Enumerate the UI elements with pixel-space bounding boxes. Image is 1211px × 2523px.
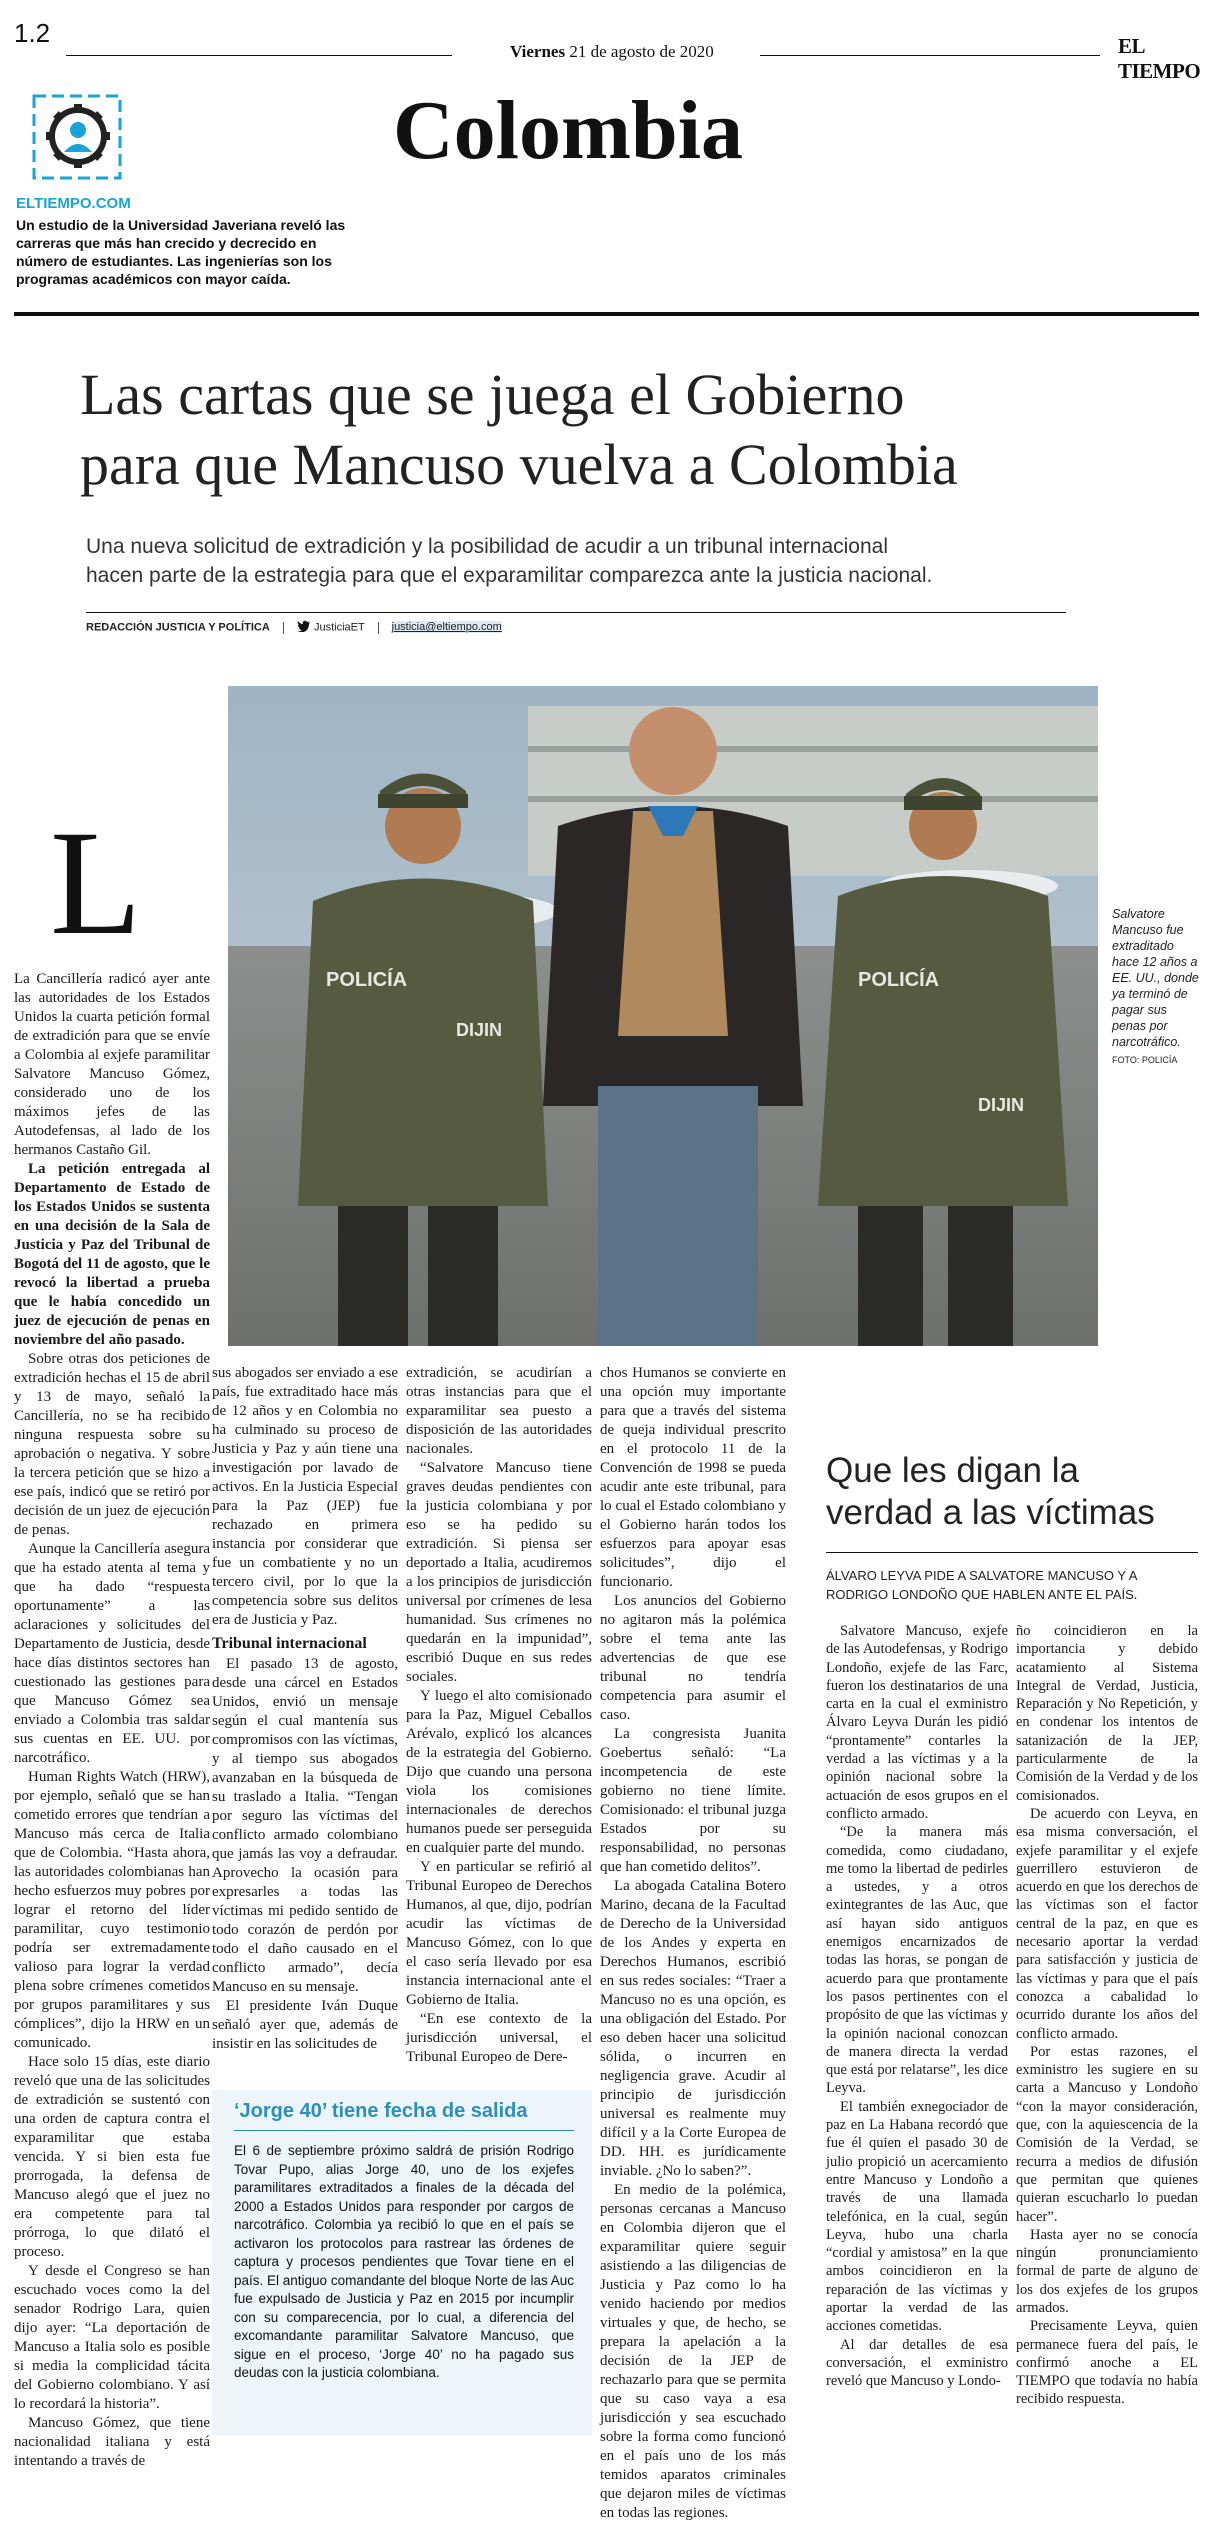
sidebar-kicker: ÁLVARO LEYVA PIDE A SALVATORE MANCUSO Y A RODRIGO LONDOÑO QUE HABLEN ANTE EL PAÍS.	[826, 1568, 1138, 1602]
paragraph: El pasado 13 de agosto, desde una cárcel en Estados Unidos, envió un mensaje según el cual mantenía sus compromisos con las víctimas, y al tiempo sus abogados avanzaban en la búsqueda de su traslado a Italia. “Tengan por seguro las víctimas del conflicto armado colombiano que jamás las voy a defraudar. Aprovecho la ocasión para expresarles a todas las víctimas mi pedido sentido de todo corazón de perdón por todo el daño causado en el conflicto armado”, decía Mancuso en su mensaje.	[212, 1656, 398, 1995]
byline: REDACCIÓN JUSTICIA Y POLÍTICA	[86, 621, 270, 634]
photo-label-4: DIJIN	[978, 1095, 1025, 1115]
twitter-icon	[297, 620, 311, 635]
byline-separator	[283, 622, 284, 634]
lead-photo	[228, 686, 1098, 1346]
headline	[80, 360, 958, 500]
paragraph: De acuerdo con Leyva, en esa misma conversación, el exjefe paramilitar y el exjefe guerrillero estuvieron de acuerdo en que los derechos de las víctimas son el factor central de la paz, en que es necesario aportar la verdad para satisfacción y justicia de las víctimas y para que el país conozca a cabalidad lo ocurrido durante los años del conflicto armado.	[1016, 1805, 1198, 2042]
byline-bar	[86, 620, 502, 635]
paragraph: Precisamente Leyva, quien permanece fuera del país, le confirmó anoche a EL TIEMPO que todavía no había recibido respuesta.	[1016, 2318, 1198, 2408]
paragraph: La petición entregada al Departamento de Estado de los Estados Unidos se sustenta en una decisión de la Sala de Justicia y Paz del Tribunal de Bogotá del 11 de agosto, que le revocó la libertad a prueba que le había concedido un juez de ejecución de penas en noviembre del año pasado.	[14, 1161, 210, 1348]
paragraph: La abogada Catalina Botero Marino, decana de la Facultad de Derecho de la Universidad de los Andes y experta en Derechos Humanos, escribió en sus redes sociales: “Traer a Mancuso no es una opción, es una obligación del Estado. Por eso deben hacer una solicitud sólida, o incurren en negligencia grave. Acudir al principio de jurisdicción universal es realmente muy difícil y a la Corte Europea de DD. HH. es jurídicamente inviable. ¿No lo saben?”.	[600, 1878, 786, 2179]
paragraph: Al dar detalles de esa conversación, el exministro reveló que Mancuso y Londo-	[826, 2336, 1008, 2390]
paragraph: Hace solo 15 días, este diario reveló que una de las solicitudes de extradición se sustentó con una orden de captura contra el exparamilitar que estaba vencida. Y si bien esta fue prorrogada, la defensa de Mancuso alegó que el juez no era competente para tal prórroga, lo que dilató el proceso.	[14, 2054, 210, 2260]
photo-label-2: DIJIN	[456, 1020, 503, 1040]
paragraph: Salvatore Mancuso, exjefe de las Autodefensas, y Rodrigo Londoño, exjefe de las Farc, fueron los destinatarios de una carta en la cual el exministro Álvaro Leyva Durán les pidió “prontamente” contarles la verdad a las víctimas y a la opinión nacional sobre la actuación de esos grupos en el conflicto armado.	[826, 1623, 1008, 1822]
paragraph: “En ese contexto de la jurisdicción universal, el Tribunal Europeo de Dere-	[406, 2011, 592, 2065]
sidebar-title-line-1: Que les digan la	[826, 1451, 1079, 1490]
sidebar-column-2	[1016, 1622, 1198, 2409]
sidebar-title	[826, 1450, 1155, 1534]
paragraph: Mancuso Gómez, que tiene nacionalidad italiana y está intentando a través de	[14, 2415, 210, 2469]
byline-separator-2	[378, 622, 379, 634]
byline-rule	[86, 612, 1066, 613]
paragraph: Y desde el Congreso se han escuchado voces como la del senador Rodrigo Lara, quien dijo ayer: “La deportación de Mancuso a Italia solo es posible si media la complicidad tácita del Gobierno colombiano. Y así lo recordará la historia”.	[14, 2263, 210, 2412]
paragraph: El también exnegociador de paz en La Habana recordó que fue él quien el pasado 30 de julio propició un acercamiento entre Mancuso y Londoño a través de una llamada telefónica, en la cual, según Leyva, hubo una charla “cordial y amistosa” en la que ambos coincidieron en la reparación de las víctimas y aportar la verdad de las acciones cometidas.	[826, 2098, 1008, 2335]
deck-line-1: Una nueva solicitud de extradición y la posibilidad de acudir a un tribunal internacional	[86, 535, 888, 558]
subhead-tribunal: Tribunal internacional	[212, 1635, 367, 1652]
masthead: EL TIEMPO	[1118, 34, 1201, 83]
paragraph: extradición, se acudirían a otras instancias para que el exparamilitar sea puesto a disposición de las autoridades nacionales.	[406, 1365, 592, 1457]
paragraph: Y en particular se refirió al Tribunal Europeo de Derechos Humanos, al que, dijo, podrían acudir las víctimas de Mancuso Gómez, con lo que el caso sería llevado por esa instancia internacional ante el Gobierno de Italia.	[406, 1859, 592, 2008]
sidebar-title-line-2: verdad a las víctimas	[826, 1493, 1155, 1532]
paragraph: Por estas razones, el exministro les sugiere en su carta a Mancuso y Londoño “con la mayor consideración, que, con la aquiescencia de la Comisión de la Verdad, se recurra a medios de difusión que permitan que quienes quieran escucharlo lo puedan hacer”.	[1016, 2043, 1198, 2225]
paragraph: “De la manera más comedida, como ciudadano, me tomo la libertad de pedirles a ustedes, y a otros exintegrantes de las Auc, que así hayan sido antiguos enemigos encarnizados de todas las horas, se pongan de acuerdo para que prontamente los pasos pertinentes con el propósito de que las víctimas y la opinión nacional conozcan de manera directa la verdad que está por relatarse”, les dice Leyva.	[826, 1824, 1008, 2097]
sidebar-column-1	[826, 1622, 1008, 2390]
header-rule-left	[66, 55, 452, 56]
promo-icon	[28, 92, 128, 184]
twitter-handle[interactable]: JusticiaET	[313, 621, 365, 634]
photo-caption	[1112, 906, 1202, 1068]
page-number: 1.2	[14, 18, 51, 48]
promo-text: Un estudio de la Universidad Javeriana reveló las carreras que más han crecido y decrecido en número de estudiantes. Las ingenierías son los programas académicos con mayor caída.	[16, 217, 346, 287]
article-column-3	[406, 1364, 592, 2067]
date-rest: 21 de agosto de 2020	[569, 42, 714, 61]
photo-label-1: POLICÍA	[326, 969, 408, 991]
date-day: Viernes	[510, 42, 566, 61]
paragraph: El presidente Iván Duque señaló ayer que, además de insistir en las solicitudes de	[212, 1998, 398, 2052]
paragraph: Los anuncios del Gobierno no agitaron más la polémica sobre el tema ante las advertencias de que ese tribunal no tendría competencia para asumir el caso.	[600, 1593, 786, 1723]
photo-label-3: POLICÍA	[858, 969, 940, 991]
paragraph: La congresista Juanita Goebertus señaló: “La incompetencia de este gobierno no tiene límite. Comisionado: el tribunal juzga Estados por su responsabilidad, no personas que han cometido delitos”.	[600, 1726, 786, 1875]
section-rule	[14, 312, 1199, 316]
paragraph: “Salvatore Mancuso tiene graves deudas pendientes con la justicia colombiana y por eso se ha pedido su extradición. Si piensa ser deportado a Italia, acudiremos a los principios de jurisdicción universal por crímenes de lesa humanidad. Sus crímenes no quedarán en la impunidad”, escribió Duque en sus redes sociales.	[406, 1460, 592, 1685]
jorge40-title: ‘Jorge 40’ tiene fecha de salida	[234, 2100, 528, 2122]
deck	[86, 532, 932, 590]
paragraph: La Cancillería radicó ayer ante las autoridades de los Estados Unidos la cuarta petición formal de extradición para que se envíe a Colombia al exjefe paramilitar Salvatore Mancuso Gómez, considerado uno de los máximos jefes de las Autodefensas, al lado de los hermanos Castaño Gil.	[14, 971, 210, 1158]
headline-line-1: Las cartas que se juega el Gobierno	[80, 362, 905, 427]
paragraph: Sobre otras dos peticiones de extradición hechas el 15 de abril y 13 de mayo, señaló la Cancillería, no se ha recibido ninguna respuesta sobre su aprobación o negativa. Y sobre la tercera petición que se hizo a ese país, indicó que se retiró por decisión de un juez de ejecución de penas.	[14, 1351, 210, 1538]
paragraph: sus abogados ser enviado a ese país, fue extraditado hace más de 12 años y en Colombia no ha culminado su proceso de Justicia y Paz y aún tiene una investigación por lavado de activos. En la Justicia Especial para la Paz (JEP) fue rechazado en primera instancia por considerar que fue un combatiente y no un tercero civil, por lo que la competencia sobre sus delitos era de Justicia y Paz.	[212, 1365, 398, 1628]
article-column-4	[600, 1364, 786, 2523]
caption-text: Salvatore Mancuso fue extraditado hace 12 años a EE. UU., donde ya terminó de pagar sus penas por narcotráfico.	[1112, 907, 1199, 1049]
jorge40-box	[212, 2090, 592, 2435]
promo-site-link[interactable]: ELTIEMPO.COM	[16, 195, 131, 212]
paragraph: En medio de la polémica, personas cercanas a Mancuso en Colombia dijeron que el exparamilitar quiere seguir asistiendo a las diligencias de Justicia y Paz como lo ha venido haciendo por medios virtuales y que, de hecho, se prepara la apelación a la decisión de la JEP de rechazarlo para que se permita que su caso vaya a esa jurisdicción y sea escuchado sobre la forma como funcionó en el país uno de los más temidos aparatos criminales que dejaron miles de víctimas en todas las regiones.	[600, 2182, 786, 2521]
paragraph: chos Humanos se convierte en una opción muy importante para que a través del sistema de queja individual prescrito en el protocolo 11 de la Convención de 1998 se pueda acudir ante este tribunal, para lo cual el Estado colombiano y el Gobierno harán todos los esfuerzos para apoyar esas solicitudes”, dijo el funcionario.	[600, 1365, 786, 1590]
paragraph: Aunque la Cancillería asegura que ha estado atenta al tema y que ha dado “respuesta oportunamente” a las aclaraciones y solicitudes del Departamento de Justicia, desde hace días distintos sectores han cuestionado las gestiones para que Mancuso Gómez sea enviado a Colombia tras saldar sus cuentas en EE. UU. por narcotráfico.	[14, 1541, 210, 1766]
issue-date	[510, 42, 714, 62]
paragraph: Hasta ayer no se conocía ningún pronunciamiento formal de parte de alguno de los dos exjefes de los grupos armados.	[1016, 2226, 1198, 2316]
paragraph: Human Rights Watch (HRW), por ejemplo, señaló que se han cometido errores que tendrían a Mancuso más cerca de Italia que de Colombia. “Hasta ahora, las autoridades colombianas han hecho esfuerzos muy pobres por lograr el retorno del líder paramilitar, cuyo testimonio podría ser extremadamente valioso para lograr la verdad plena sobre crímenes cometidos por grupos paramilitares y sus cómplices”, dijo la HRW en un comunicado.	[14, 1769, 210, 2051]
gear-person-icon	[28, 92, 128, 184]
sidebar-rule	[826, 1552, 1198, 1553]
paragraph: ño coincidieron en la importancia y debido acatamiento al Sistema Integral de Verdad, Justicia, Reparación y No Repetición, y en condenar los intentos de satanización de la JEP, particularmente de la Comisión de la Verdad y de los comisionados.	[1016, 1623, 1198, 1804]
photo-credit: FOTO: POLICÍA	[1112, 1055, 1178, 1065]
jorge40-text: El 6 de septiembre próximo saldrá de prisión Rodrigo Tovar Pupo, alias Jorge 40, uno de los exjefes paramilitares extraditados a finales de la década del 2000 a Estados Unidos para responder por cargos de narcotráfico. Colombia ya recibió lo que en el país se activaron los protocolos para rastrear las órdenes de captura y procesos pendientes que Tovar tiene en el país. El antiguo comandante del bloque Norte de las Auc fue expulsado de Justicia y Paz en 2015 por incumplir con su comparecencia, por lo cual, a diferencia del excomandante paramilitar Salvatore Mancuso, que sigue en el proceso, ‘Jorge 40’ no ha pagado sus deudas con la justicia colombiana.	[234, 2143, 574, 2380]
email-link[interactable]: justicia@eltiempo.com	[391, 621, 502, 634]
headline-line-2: para que Mancuso vuelva a Colombia	[80, 432, 958, 497]
jorge40-rule	[234, 2130, 574, 2131]
paragraph: Y luego el alto comisionado para la Paz, Miguel Ceballos Arévalo, explicó los alcances de la estrategia del Gobierno. Dijo que cuando una persona viola los comisiones internacionales de derechos humanos puede ser perseguida en cualquier parte del mundo.	[406, 1688, 592, 1856]
article-column-1	[14, 970, 210, 2471]
article-column-2	[212, 1364, 398, 2054]
section-title: Colombia	[393, 84, 744, 177]
deck-line-2: hacen parte de la estrategia para que el exparamilitar comparezca ante la justicia nacional.	[86, 564, 933, 587]
header-rule-right	[760, 55, 1100, 56]
drop-cap: L	[50, 800, 142, 966]
